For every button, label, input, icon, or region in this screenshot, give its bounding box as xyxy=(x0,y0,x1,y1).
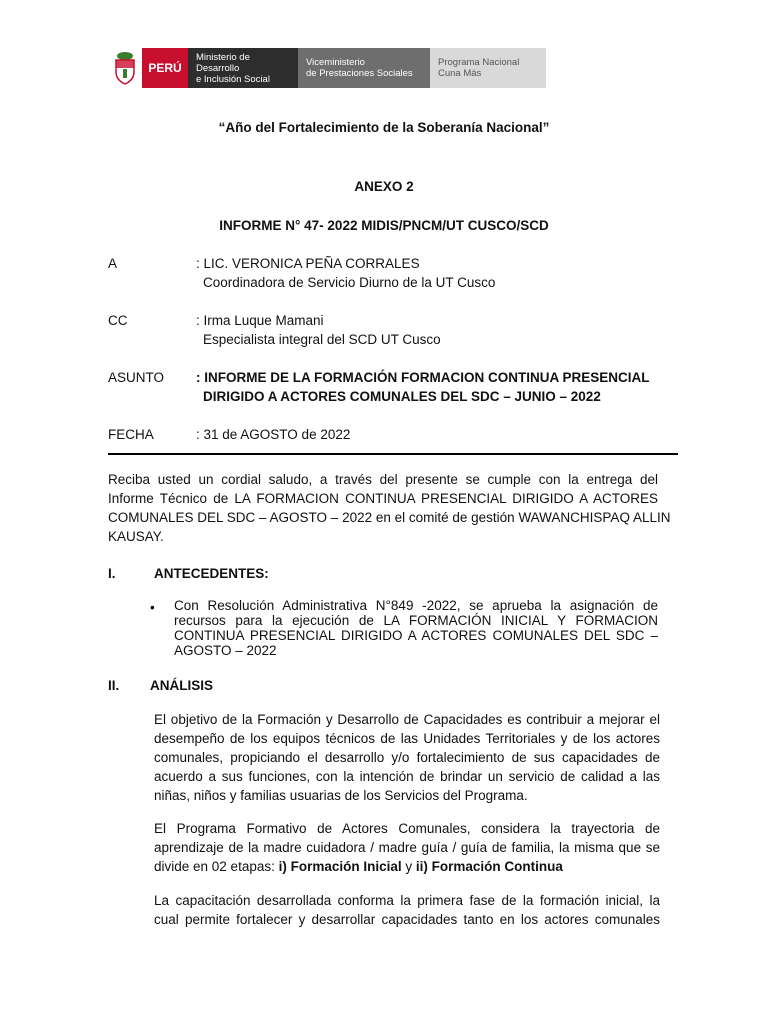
field-asunto-line1: : INFORME DE LA FORMACIÓN FORMACION CONTINUA PRESENCIAL xyxy=(196,370,650,385)
intro-line: Informe Técnico de LA FORMACION CONTINUA PRESENCIAL DIRIGIDO A ACTORES xyxy=(108,491,658,506)
paragraph-line: El objetivo de la Formación y Desarrollo de Capacidades es contribuir a mejorar el xyxy=(154,712,660,727)
paragraph-line: comunales, propiciando el desarrollo y/o fortalecimiento de sus capacidades de xyxy=(154,750,660,765)
paragraph-line: acuerdo a sus funciones, con la intención de brindar un servicio de calidad a las xyxy=(154,769,660,784)
stage-initial: i) Formación Inicial xyxy=(278,859,402,874)
header-divider xyxy=(108,453,678,455)
section1-number: I. xyxy=(108,566,116,581)
section1-bullet-text xyxy=(174,598,658,658)
section1-title: ANTECEDENTES: xyxy=(154,566,269,581)
analysis-paragraph-3 xyxy=(154,891,660,929)
intro-paragraph xyxy=(108,470,671,546)
field-asunto-line2: DIRIGIDO A ACTORES COMUNALES DEL SDC – JUNIO – 2022 xyxy=(203,389,601,404)
analysis-paragraph-1 xyxy=(154,710,660,805)
paragraph-line: El Programa Formativo de Actores Comunales, considera la trayectoria de xyxy=(154,821,660,836)
field-fecha-value: : 31 de AGOSTO de 2022 xyxy=(196,427,351,442)
bullet-line: CONTINUA PRESENCIAL DIRIGIDO A ACTORES COMUNALES DEL SDC – xyxy=(174,628,658,643)
stage-continuous: ii) Formación Continua xyxy=(415,859,563,874)
ministry-logo: Ministerio de Desarrollo e Inclusión Social xyxy=(188,48,298,88)
paragraph-line: La capacitación desarrollada conforma la primera fase de la formación inicial, la xyxy=(154,893,660,908)
field-a-name: : LIC. VERONICA PEÑA CORRALES xyxy=(196,256,420,271)
analysis-paragraph-2 xyxy=(154,819,660,876)
field-a-role: Coordinadora de Servicio Diurno de la UT Cusco xyxy=(203,275,496,290)
coat-of-arms-icon xyxy=(108,48,142,88)
paragraph-line: desempeño de los equipos técnicos de las Unidades Territoriales y de los actores xyxy=(154,731,660,746)
bullet-line: AGOSTO – 2022 xyxy=(174,643,277,658)
stages-prefix: divide en 02 etapas: xyxy=(154,859,279,874)
field-asunto-label: ASUNTO xyxy=(108,370,165,385)
field-a-label: A xyxy=(108,256,118,271)
paragraph-line xyxy=(154,857,660,876)
bullet-icon: • xyxy=(150,600,155,615)
section2-title: ANÁLISIS xyxy=(150,678,214,693)
viceministry-logo: Viceministerio de Prestaciones Sociales xyxy=(298,48,430,88)
field-cc-label: CC xyxy=(108,313,128,328)
paragraph-line: cual permite fortalecer y desarrollar capacidades tanto en los actores comunales xyxy=(154,912,660,927)
year-title: “Año del Fortalecimiento de la Soberanía Nacional” xyxy=(218,120,550,135)
intro-line: KAUSAY. xyxy=(108,529,164,544)
annex-title: ANEXO 2 xyxy=(354,179,414,194)
bullet-line: recursos para la ejecución de LA FORMACIÓN INICIAL Y FORMACION xyxy=(174,613,658,628)
program-logo: Programa Nacional Cuna Más xyxy=(430,48,546,88)
section2-number: II. xyxy=(108,678,120,693)
government-header xyxy=(108,48,546,88)
peru-logo: PERÚ xyxy=(142,48,188,88)
paragraph-line: niñas, niños y familias usuarias de los Servicios del Programa. xyxy=(154,788,528,803)
paragraph-line: aprendizaje de la madre cuidadora / madre guía / guía de familia, la misma que se xyxy=(154,840,660,855)
report-number: INFORME N° 47- 2022 MIDIS/PNCM/UT CUSCO/SCD xyxy=(219,218,549,233)
intro-line: Reciba usted un cordial saludo, a través del presente se cumple con la entrega del xyxy=(108,472,658,487)
intro-line: COMUNALES DEL SDC – AGOSTO – 2022 en el comité de gestión WAWANCHISPAQ ALLIN xyxy=(108,510,671,525)
bullet-line: Con Resolución Administrativa N°849 -2022, se aprueba la asignación de xyxy=(174,598,658,613)
field-fecha-label: FECHA xyxy=(108,427,154,442)
field-cc-name: : Irma Luque Mamani xyxy=(196,313,324,328)
stages-connector: y xyxy=(401,859,416,874)
field-cc-role: Especialista integral del SCD UT Cusco xyxy=(203,332,441,347)
